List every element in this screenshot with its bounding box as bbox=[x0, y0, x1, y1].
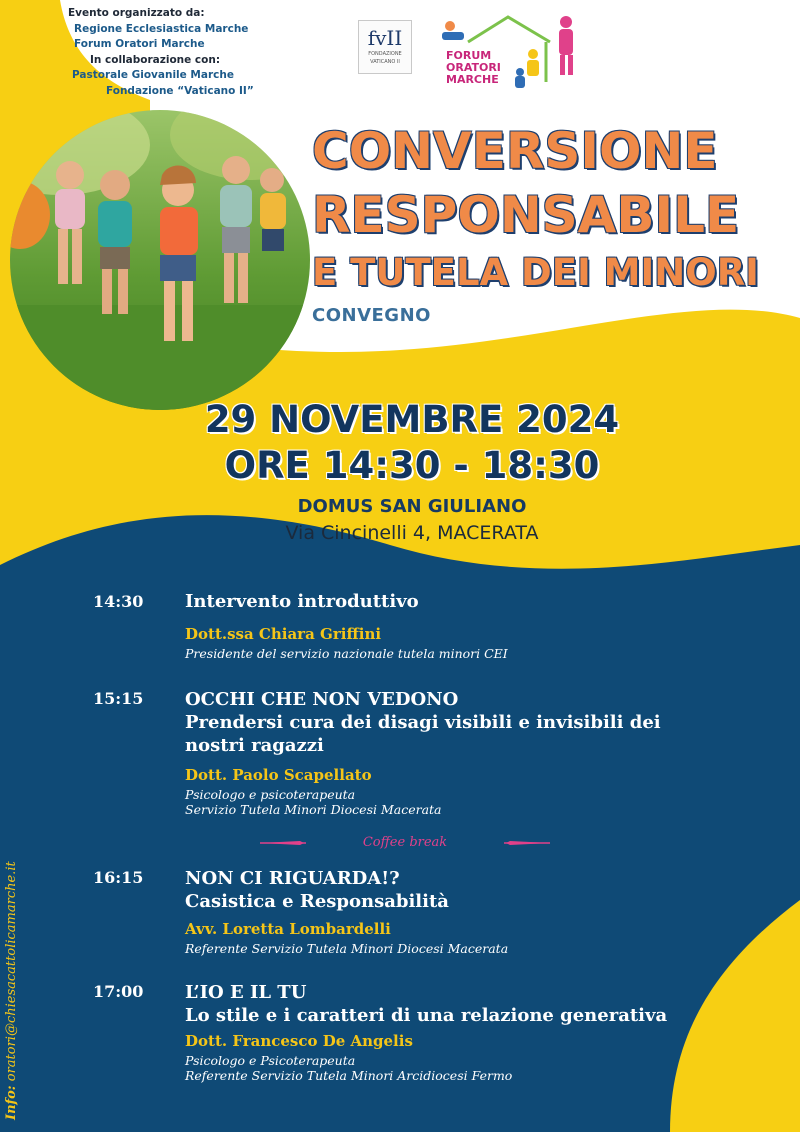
program-title-2-line-1: OCCHI CHE NON VEDONO bbox=[185, 689, 459, 710]
program-role-2 bbox=[185, 787, 442, 817]
program-role-3 bbox=[185, 941, 508, 956]
collaborator-pastorale: Pastorale Giovanile Marche bbox=[72, 69, 234, 81]
program-title-4-line-1: L’IO E IL TU bbox=[185, 982, 307, 1003]
event-date: 29 NOVEMBRE 2024 bbox=[204, 398, 620, 441]
forum-logo-line1: FORUM bbox=[446, 49, 492, 62]
program-role-3-line-1: Referente Servizio Tutela Minori Diocesi Macerata bbox=[185, 941, 509, 956]
program-role-4 bbox=[185, 1053, 512, 1083]
program-title-3-line-1: NON CI RIGUARDA!? bbox=[185, 868, 400, 889]
coffee-break-label: Coffee break bbox=[362, 835, 448, 850]
title-line-3: E TUTELA DEI MINORI bbox=[312, 251, 759, 294]
program-speaker-1: Dott.ssa Chiara Griffini bbox=[185, 625, 382, 643]
program-title-2 bbox=[185, 688, 745, 757]
program-role-1-line-1: Presidente del servizio nazionale tutela minori CEI bbox=[185, 646, 508, 661]
program-title-3-line-2: Casistica e Responsabilità bbox=[185, 891, 449, 912]
program-speaker-3: Avv. Loretta Lombardelli bbox=[185, 920, 391, 938]
program-title-2-line-3: nostri ragazzi bbox=[185, 735, 324, 756]
fondazione-vaticano-logo bbox=[358, 20, 412, 74]
program-time-2: 15:15 bbox=[93, 689, 144, 708]
collaboration-heading: In collaborazione con: bbox=[90, 53, 221, 66]
children-photo bbox=[0, 105, 312, 415]
organizer-forum: Forum Oratori Marche bbox=[74, 38, 205, 50]
program-time-1: 14:30 bbox=[93, 592, 144, 611]
program-title-1-line-1: Intervento introduttivo bbox=[185, 591, 419, 612]
title-line-1: CONVERSIONE bbox=[312, 122, 718, 180]
collaborator-fondazione: Fondazione “Vaticano II” bbox=[106, 84, 254, 97]
forum-logo-text bbox=[446, 50, 501, 86]
program-title-4-line-2: Lo stile e i caratteri di una relazione generativa bbox=[185, 1005, 668, 1026]
program-title-4 bbox=[185, 981, 745, 1027]
organizer-regione: Regione Ecclesiastica Marche bbox=[74, 22, 249, 35]
program-title-3 bbox=[185, 867, 745, 913]
forum-logo-line3: MARCHE bbox=[446, 73, 499, 86]
event-hours: ORE 14:30 - 18:30 bbox=[224, 444, 600, 487]
info-email-link[interactable]: oratori@chiesacattolicamarche.it bbox=[4, 861, 19, 1082]
info-contact bbox=[4, 861, 19, 1120]
organizers-heading: Evento organizzato da: bbox=[68, 7, 205, 19]
program-role-4-line-1: Psicologo e Psicoterapeuta bbox=[185, 1053, 356, 1068]
program-speaker-2: Dott. Paolo Scapellato bbox=[185, 766, 372, 784]
program-role-2-line-1: Psicologo e psicoterapeuta bbox=[185, 787, 356, 802]
program-time-3: 16:15 bbox=[93, 868, 144, 887]
program-title-1 bbox=[185, 590, 745, 613]
program-role-2-line-2: Servizio Tutela Minori Diocesi Macerata bbox=[185, 802, 442, 817]
info-label: Info: bbox=[4, 1085, 19, 1120]
fv-logo-sub2: VATICANO II bbox=[370, 59, 400, 65]
forum-logo-line2: ORATORI bbox=[446, 61, 501, 74]
title-line-2: RESPONSABILE bbox=[312, 186, 740, 244]
program-role-4-line-2: Referente Servizio Tutela Minori Arcidiocesi Fermo bbox=[185, 1068, 513, 1083]
program-role-1 bbox=[185, 646, 508, 661]
event-venue: DOMUS SAN GIULIANO bbox=[297, 496, 527, 517]
event-address: Via Cincinelli 4, MACERATA bbox=[285, 522, 539, 544]
fv-logo-sub1: FONDAZIONE bbox=[368, 51, 402, 57]
convegno-label: CONVEGNO bbox=[312, 305, 431, 326]
organizers-block bbox=[68, 6, 254, 99]
fv-logo-mark: fvII bbox=[367, 26, 403, 50]
program-time-4: 17:00 bbox=[93, 982, 144, 1001]
program-speaker-4: Dott. Francesco De Angelis bbox=[185, 1032, 413, 1050]
program-title-2-line-2: Prendersi cura dei disagi visibili e invisibili dei bbox=[185, 712, 661, 733]
